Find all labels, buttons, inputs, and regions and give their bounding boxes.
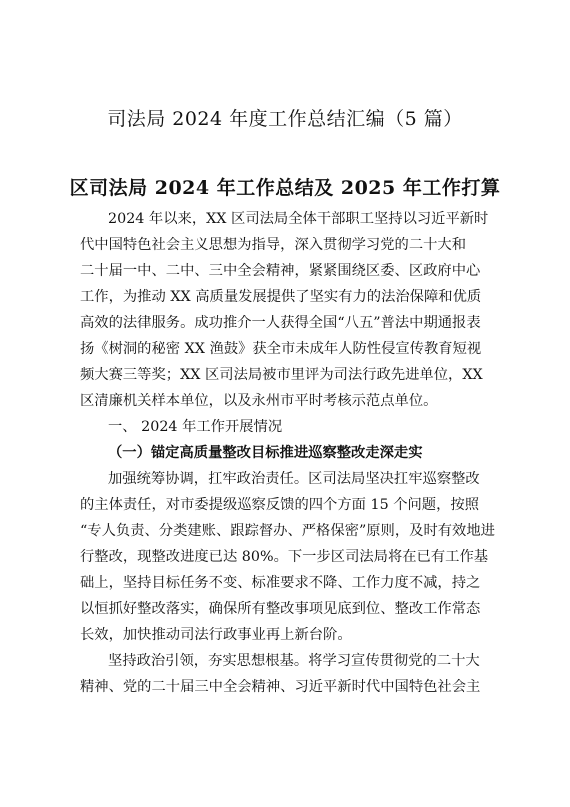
paragraph-line: 的主体责任，对市委提级巡察反馈的四个方面 15 个问题，按照 bbox=[80, 497, 479, 513]
paragraph-line: 以恒抓好整改落实，确保所有整改事项见底到位、整改工作常态 bbox=[80, 601, 481, 617]
paragraph-line: 坚持政治引领，夯实思想根基。将学习宣传贯彻党的二十大 bbox=[108, 653, 480, 669]
paragraph-line: 一、 2024 年工作开展情况 bbox=[108, 419, 283, 435]
paragraph-line: “专人负责、分类建账、跟踪督办、严格保密”原则，及时有效地进 bbox=[80, 523, 495, 539]
paragraph-line: 高效的法律服务。成功推介一人获得全国“八五”普法中期通报表 bbox=[80, 315, 481, 331]
paragraph-line: 扬《树洞的秘密 XX 渔鼓》获全市未成年人防性侵宣传教育短视 bbox=[80, 341, 482, 357]
paragraph-line: 代中国特色社会主义思想为指导，深入贯彻学习党的二十大和 bbox=[80, 237, 467, 253]
paragraph-line: 加强统筹协调，扛牢政治责任。区司法局坚决扛牢巡察整改 bbox=[108, 471, 480, 487]
paragraph-line: 行整改，现整改进度已达 80%。下一步区司法局将在已有工作基 bbox=[80, 549, 489, 565]
paragraph-line: 精神、党的二十届三中全会精神、习近平新时代中国特色社会主 bbox=[80, 679, 481, 695]
section-title: 区司法局 2024 年工作总结及 2025 年工作打算 bbox=[69, 177, 501, 199]
paragraph-line: 频大赛三等奖；XX 区司法局被市里评为司法行政先进单位，XX bbox=[80, 367, 483, 383]
document-title: 司法局 2024 年度工作总结汇编（5 篇） bbox=[107, 108, 463, 130]
paragraph-line: （一）锚定高质量整改目标推进巡察整改走深走实 bbox=[108, 445, 423, 461]
paragraph-line: 础上，坚持目标任务不变、标准要求不降、工作力度不减，持之 bbox=[80, 575, 481, 591]
paragraph-line: 工作，为推动 XX 高质量发展提供了坚实有力的法治保障和优质 bbox=[80, 289, 482, 305]
paragraph-line: 区清廉机关样本单位，以及永州市平时考核示范点单位。 bbox=[80, 393, 438, 409]
paragraph-line: 长效，加快推动司法行政事业再上新台阶。 bbox=[80, 627, 352, 643]
paragraph-line: 二十届一中、二中、三中全会精神，紧紧围绕区委、区政府中心 bbox=[80, 263, 481, 279]
body-text bbox=[80, 206, 500, 700]
paragraph-line: 2024 年以来，XX 区司法局全体干部职工坚持以习近平新时 bbox=[108, 211, 489, 227]
